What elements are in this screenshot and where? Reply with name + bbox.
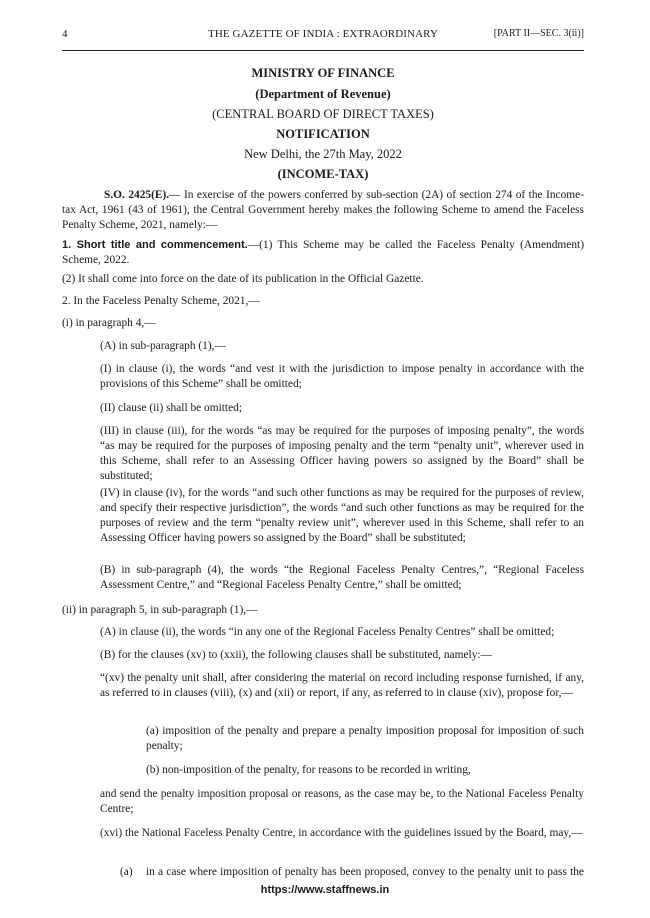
clause-xvi-a: in a case where imposition of penalty has been proposed, convey to the penalty unit to pass the	[146, 866, 584, 878]
header-rule	[62, 50, 584, 51]
gazette-title: THE GAZETTE OF INDIA : EXTRAORDINARY	[208, 28, 438, 40]
preamble-text: — In exercise of the powers conferred by sub-section (2A) of section 274 of the Income-tax Act, 1961 (43 of 1961), the Central Government hereby makes the following Scheme to amend the Faceless Penalty Scheme, 2021, namely:—	[62, 189, 584, 231]
item-A-clause-ii: (A) in clause (ii), the words “in any one of the Regional Faceless Penalty Centres” shall be omitted;	[100, 626, 555, 638]
item-B-substituted-clauses: (B) for the clauses (xv) to (xxii), the following clauses shall be substituted, namely:—	[100, 649, 492, 661]
clause-xvi: (xvi) the National Faceless Penalty Centre, in accordance with the guidelines issued by the Board, may,—	[100, 827, 583, 839]
notification-heading: NOTIFICATION	[276, 127, 370, 141]
part-section: [PART II—SEC. 3(ii)]	[493, 28, 584, 39]
footer-url: https://www.staffnews.in	[260, 884, 390, 896]
clause-I: (I) in clause (i), the words “and vest it with the jurisdiction to impose penalty in accordance with the provisions of this Scheme” shall be omitted;	[100, 363, 584, 390]
section-1-title: 1. Short title and commencement.	[62, 239, 248, 251]
section-1-text: —(1) This Scheme may be called the Faceless Penalty (Amendment) Scheme, 2022.	[62, 239, 584, 266]
clause-III: (III) in clause (iii), for the words “as may be required for the purposes of imposing penalty”, the words “as may be required for the purposes of imposing penalty and the term “penalty unit”, wherever used in this Scheme, shall refer to an Assessing Officer having powers so assigned by the Board” shall be substituted;	[100, 425, 584, 482]
item-i-paragraph-4: (i) in paragraph 4,—	[62, 317, 156, 329]
subject-heading: (INCOME-TAX)	[277, 167, 369, 181]
clause-xv: “(xv) the penalty unit shall, after considering the material on record including response furnished, if any, as referred to in clauses (viii), (x) and (xii) or report, if any, as referred to in clause (xiv), propose for,—	[100, 672, 584, 699]
item-ii-paragraph-5: (ii) in paragraph 5, in sub-paragraph (1),—	[62, 604, 258, 616]
preamble-paragraph	[62, 188, 584, 233]
page-number: 4	[62, 28, 68, 40]
ministry-heading: MINISTRY OF FINANCE	[251, 66, 395, 80]
item-B-subparagraph-4: (B) in sub-paragraph (4), the words “the Regional Faceless Penalty Centres,”, “Regional Faceless Assessment Centre,” and “Regional Faceless Penalty Centre,” shall be omitted;	[100, 564, 584, 591]
clause-xv-tail: and send the penalty imposition proposal or reasons, as the case may be, to the National Faceless Penalty Centre;	[100, 788, 584, 815]
clause-xvi-a-label: (a)	[120, 866, 133, 878]
section-1-sub-2: (2) It shall come into force on the date of its publication in the Official Gazette.	[62, 273, 424, 285]
clause-IV: (IV) in clause (iv), for the words “and such other functions as may be required for the purposes of review, and specify their respective jurisdiction”, the words “and such other functions as may be required for the purposes of review and the term “penalty review unit”, wherever used in this Scheme, shall refer to an Assessing Officer having powers so assigned by the Board” shall be substituted;	[100, 487, 584, 544]
so-number: S.O. 2425(E).	[104, 189, 170, 201]
running-header	[62, 28, 584, 46]
department-heading: (Department of Revenue)	[255, 87, 391, 101]
section-1-paragraph	[62, 238, 584, 268]
clause-II: (II) clause (ii) shall be omitted;	[100, 402, 243, 414]
date-place: New Delhi, the 27th May, 2022	[244, 147, 402, 161]
section-2-intro: 2. In the Faceless Penalty Scheme, 2021,—	[62, 295, 260, 307]
clause-xv-a: (a) imposition of the penalty and prepare a penalty imposition proposal for imposition of such penalty;	[146, 725, 584, 752]
item-A-subparagraph-1: (A) in sub-paragraph (1),—	[100, 340, 226, 352]
clause-xv-b: (b) non-imposition of the penalty, for reasons to be recorded in writing,	[146, 764, 471, 776]
board-heading: (CENTRAL BOARD OF DIRECT TAXES)	[212, 107, 434, 121]
